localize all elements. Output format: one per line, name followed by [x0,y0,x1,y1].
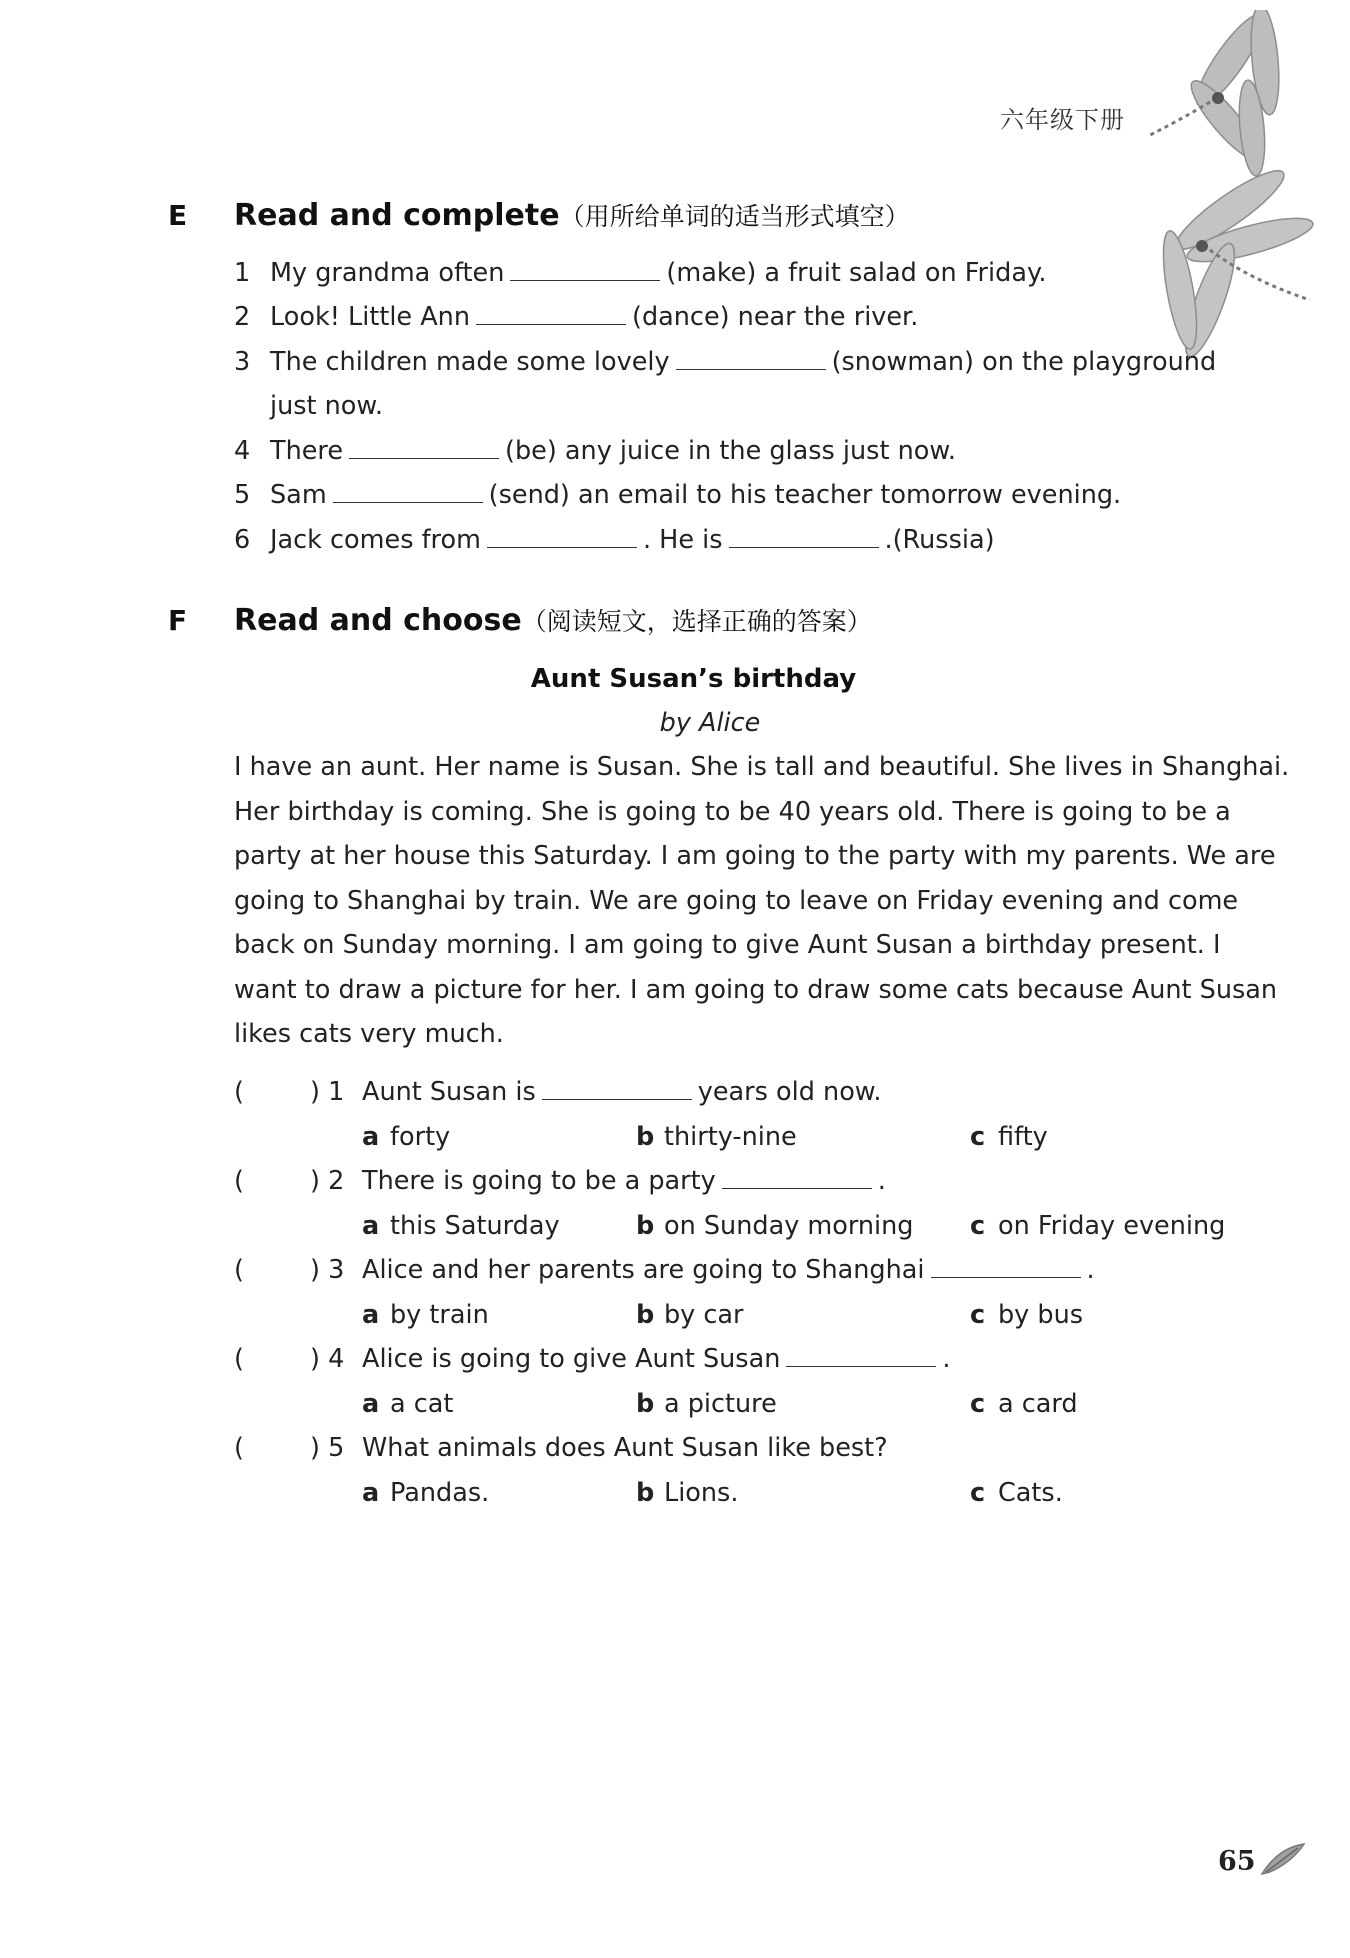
item-number: 3 [234,347,251,377]
answer-blank[interactable] [931,1255,1081,1278]
section-f-letter: F [168,604,188,637]
item-number: 4 [234,436,251,466]
option-b[interactable]: b Lions. [636,1478,739,1508]
item-text: . He is [642,525,723,555]
exercise-e-item [234,525,995,555]
answer-paren-open[interactable]: ( [234,1166,244,1196]
option-a[interactable]: a by train [362,1300,489,1330]
option-c[interactable]: c a card [970,1389,1078,1419]
answer-blank[interactable] [729,525,879,548]
question-number: ) 5 [310,1433,345,1463]
passage-line: likes cats very much. [234,1019,504,1049]
question-number: ) 3 [310,1255,345,1285]
item-text: .(Russia) [884,525,995,555]
option-c[interactable]: c by bus [970,1300,1084,1330]
option-c[interactable]: c on Friday evening [970,1211,1226,1241]
item-number: 6 [234,525,251,555]
item-text: (snowman) on the playground [831,347,1217,377]
item-text: Look! Little Ann [270,302,470,332]
option-a[interactable]: a a cat [362,1389,454,1419]
question-text: What animals does Aunt Susan like best? [362,1433,888,1463]
question-number: ) 1 [310,1077,345,1107]
answer-blank[interactable] [487,525,637,548]
item-text: Jack comes from [270,525,481,555]
item-text: Sam [270,480,327,510]
item-text: The children made some lovely [270,347,670,377]
option-a[interactable]: a forty [362,1122,451,1152]
question-number: ) 4 [310,1344,345,1374]
question-text: Alice and her parents are going to Shanghai . [362,1255,1095,1285]
option-c[interactable]: c Cats. [970,1478,1063,1508]
passage-line: I have an aunt. Her name is Susan. She is tall and beautiful. She lives in Shanghai. [234,752,1290,782]
answer-paren-open[interactable]: ( [234,1077,244,1107]
answer-blank[interactable] [542,1077,692,1100]
item-text: (make) a fruit salad on Friday. [666,258,1047,288]
grade-label: 六年级下册 [1000,106,1125,134]
item-number: 5 [234,480,251,510]
section-f-title-cn: （阅读短文，选择正确的答案） [521,607,872,636]
section-e-letter: E [168,199,188,232]
leaf-icon [1258,1840,1308,1880]
section-f-title [234,602,872,638]
option-a[interactable]: a Pandas. [362,1478,490,1508]
page-number: 65 [1218,1846,1256,1877]
item-text: (dance) near the river. [632,302,919,332]
answer-blank[interactable] [676,347,826,370]
answer-blank[interactable] [476,302,626,325]
item-text: (be) any juice in the glass just now. [505,436,956,466]
item-number: 2 [234,302,251,332]
passage-line: party at her house this Saturday. I am going to the party with my parents. We are [234,841,1276,871]
option-c[interactable]: c fifty [970,1122,1048,1152]
answer-paren-open[interactable]: ( [234,1255,244,1285]
passage-line: back on Sunday morning. I am going to give Aunt Susan a birthday present. I [234,930,1221,960]
exercise-e-item-continuation: just now. [270,391,384,421]
answer-blank[interactable] [722,1166,872,1189]
question-text: Aunt Susan is years old now. [362,1077,882,1107]
story-title: Aunt Susan’s birthday [530,664,857,694]
exercise-e-item [234,436,956,466]
answer-paren-open[interactable]: ( [234,1344,244,1374]
exercise-e-item [234,347,1216,377]
question-text: There is going to be a party . [362,1166,886,1196]
option-b[interactable]: b a picture [636,1389,777,1419]
item-text: My grandma often [270,258,505,288]
option-b[interactable]: b on Sunday morning [636,1211,914,1241]
option-b[interactable]: b by car [636,1300,744,1330]
exercise-e-item [234,480,1121,510]
exercise-e-item [234,258,1047,288]
option-a[interactable]: a this Saturday [362,1211,560,1241]
section-e-title-cn: （用所给单词的适当形式填空） [559,202,910,231]
item-text: There [270,436,344,466]
answer-blank[interactable] [349,436,499,459]
section-f-title-en: Read and choose [234,603,522,638]
passage-line: Her birthday is coming. She is going to be 40 years old. There is going to be a [234,797,1231,827]
section-e-title [234,197,910,233]
story-byline: by Alice [659,708,761,738]
item-number: 1 [234,258,251,288]
answer-blank[interactable] [333,480,483,503]
passage-line: going to Shanghai by train. We are going to leave on Friday evening and come [234,886,1239,916]
question-text: Alice is going to give Aunt Susan . [362,1344,951,1374]
passage-line: want to draw a picture for her. I am going to draw some cats because Aunt Susan [234,975,1278,1005]
answer-blank[interactable] [786,1344,936,1367]
item-text: (send) an email to his teacher tomorrow evening. [488,480,1122,510]
answer-blank[interactable] [510,258,660,281]
exercise-e-item [234,302,918,332]
question-number: ) 2 [310,1166,345,1196]
section-e-title-en: Read and complete [234,198,560,233]
option-b[interactable]: b thirty-nine [636,1122,797,1152]
answer-paren-open[interactable]: ( [234,1433,244,1463]
